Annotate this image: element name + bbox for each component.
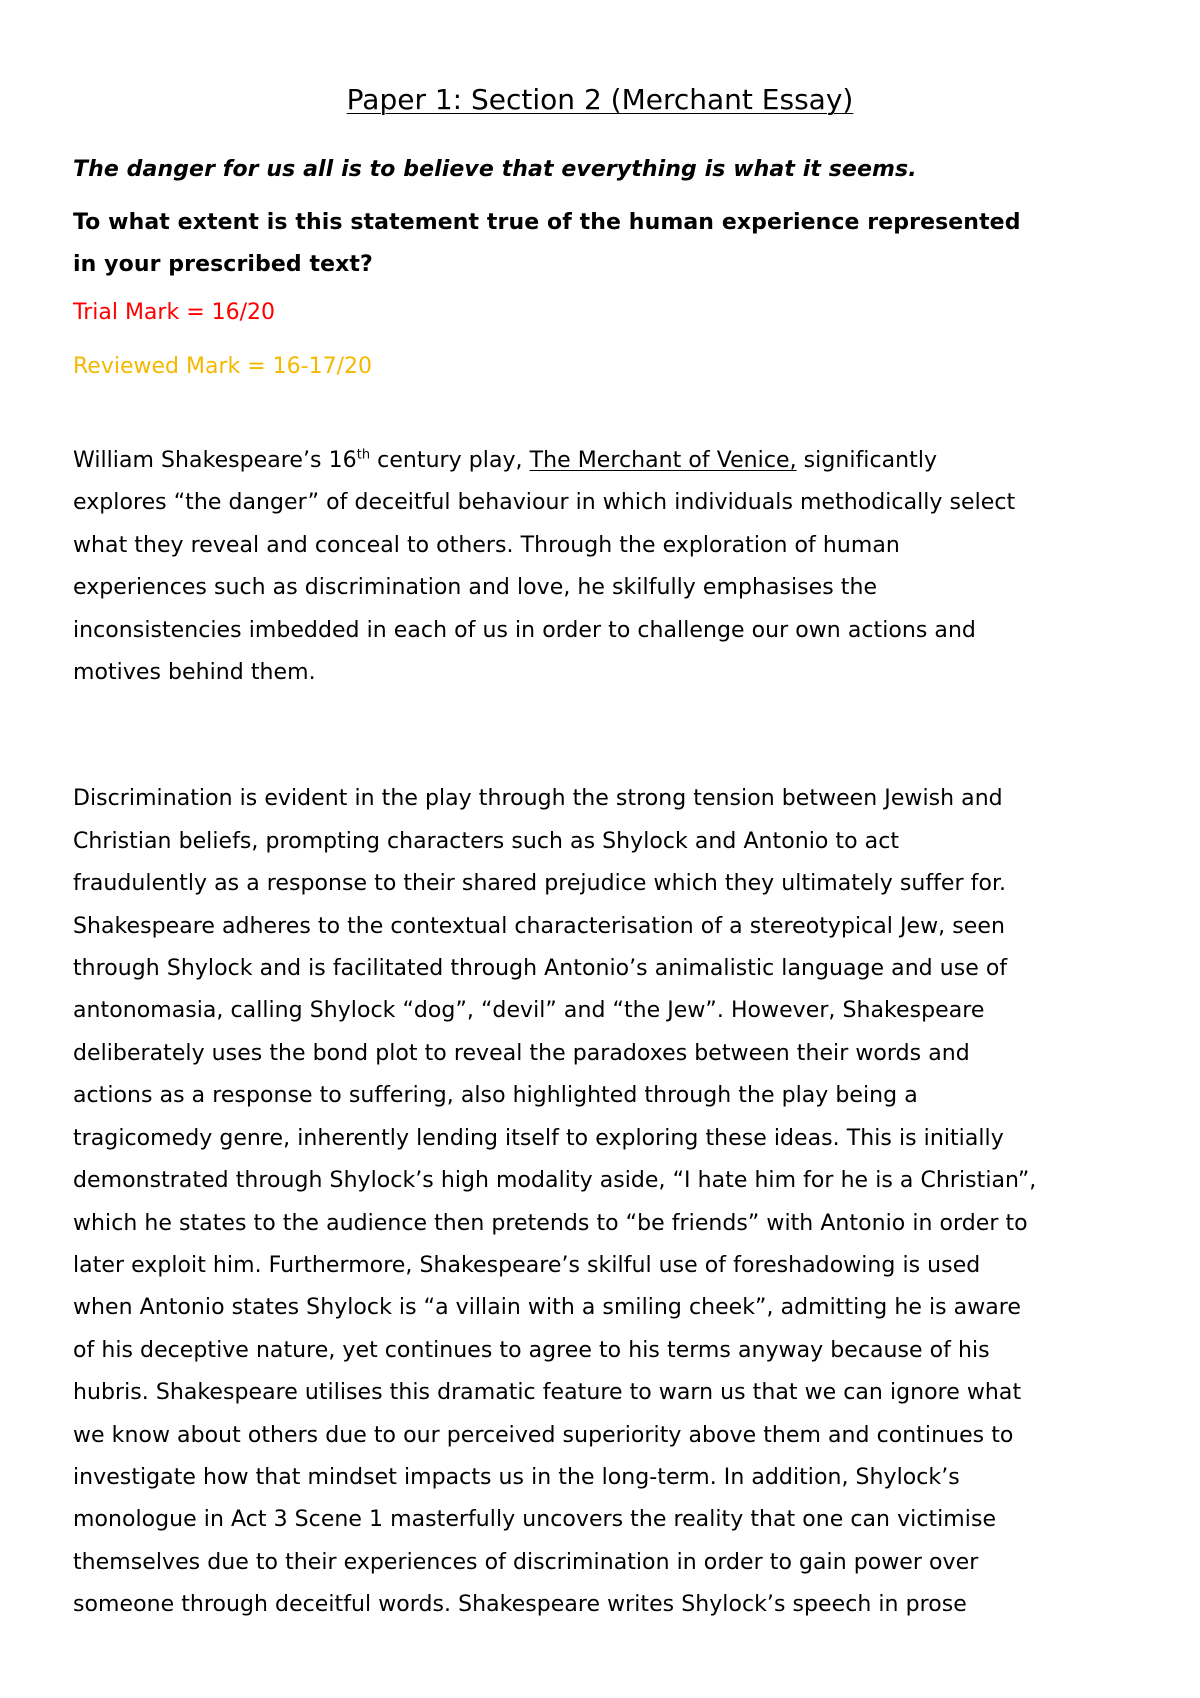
body-line: antonomasia, calling Shylock “dog”, “devil” and “the Jew”. However, Shakespeare bbox=[73, 998, 985, 1024]
body-line: Christian beliefs, prompting characters such as Shylock and Antonio to act bbox=[73, 828, 900, 854]
trial-mark: Trial Mark = 16/20 bbox=[73, 300, 276, 325]
intro-line: inconsistencies imbedded in each of us in order to challenge our own actions and bbox=[73, 617, 976, 643]
document-title: Paper 1: Section 2 (Merchant Essay) bbox=[346, 83, 854, 116]
intro-paragraph bbox=[73, 440, 1133, 694]
reviewed-mark: Reviewed Mark = 16-17/20 bbox=[73, 354, 372, 379]
intro-pre-ordinal: William Shakespeare’s 16 bbox=[73, 448, 357, 473]
intro-line: motives behind them. bbox=[73, 660, 316, 686]
body-line: themselves due to their experiences of discrimination in order to gain power over bbox=[73, 1549, 979, 1575]
body-line: investigate how that mindset impacts us in the long-term. In addition, Shylock’s bbox=[73, 1464, 960, 1490]
body-line: deliberately uses the bond plot to reveal the paradoxes between their words and bbox=[73, 1040, 970, 1066]
body-line: which he states to the audience then pretends to “be friends” with Antonio in order to bbox=[73, 1210, 1028, 1236]
spacer bbox=[73, 400, 1133, 440]
body-line: monologue in Act 3 Scene 1 masterfully uncovers the reality that one can victimise bbox=[73, 1507, 997, 1533]
body-line: of his deceptive nature, yet continues to agree to his terms anyway because of his bbox=[73, 1337, 990, 1363]
paragraph-gap bbox=[73, 694, 1133, 736]
intro-post-ordinal: century play, bbox=[370, 448, 530, 473]
body-line: when Antonio states Shylock is “a villain with a smiling cheek”, admitting he is aware bbox=[73, 1295, 1021, 1321]
body-line: actions as a response to suffering, also highlighted through the play being a bbox=[73, 1083, 918, 1109]
body-line: we know about others due to our perceived superiority above them and continues to bbox=[73, 1422, 1014, 1448]
body-line: tragicomedy genre, inherently lending itself to exploring these ideas. This is initially bbox=[73, 1125, 1004, 1151]
body-line: hubris. Shakespeare utilises this dramatic feature to warn us that we can ignore what bbox=[73, 1380, 1022, 1406]
body-line: later exploit him. Furthermore, Shakespeare’s skilful use of foreshadowing is used bbox=[73, 1252, 981, 1278]
intro-lines bbox=[73, 482, 1133, 694]
intro-line-1 bbox=[73, 440, 1133, 482]
intro-line: experiences such as discrimination and love, he skilfully emphasises the bbox=[73, 575, 878, 601]
body-paragraph bbox=[73, 778, 1133, 1626]
body-line: through Shylock and is facilitated through Antonio’s animalistic language and use of bbox=[73, 956, 1008, 982]
body-line: someone through deceitful words. Shakespeare writes Shylock’s speech in prose bbox=[73, 1592, 967, 1618]
essay-quote: The danger for us all is to believe that everything is what it seems. bbox=[73, 157, 917, 182]
document-content bbox=[73, 150, 1133, 1627]
intro-after-title: significantly bbox=[796, 448, 938, 473]
body-line: fraudulently as a response to their shared prejudice which they ultimately suffer for. bbox=[73, 871, 1007, 897]
intro-line: what they reveal and conceal to others. Through the exploration of human bbox=[73, 532, 900, 558]
intro-line: explores “the danger” of deceitful behaviour in which individuals methodically select bbox=[73, 490, 1016, 516]
essay-question bbox=[73, 202, 1133, 286]
work-title: The Merchant of Venice, bbox=[529, 448, 797, 473]
paragraph-gap bbox=[73, 736, 1133, 778]
intro-ordinal-suffix: th bbox=[356, 447, 371, 463]
essay-question-line-2: in your prescribed text? bbox=[73, 252, 373, 277]
body-line: Shakespeare adheres to the contextual characterisation of a stereotypical Jew, seen bbox=[73, 913, 1005, 939]
body-line: Discrimination is evident in the play through the strong tension between Jewish and bbox=[73, 786, 1003, 812]
body-line: demonstrated through Shylock’s high modality aside, “I hate him for he is a Christian”, bbox=[73, 1168, 1037, 1194]
essay-question-line-1: To what extent is this statement true of the human experience represented bbox=[73, 210, 1021, 235]
